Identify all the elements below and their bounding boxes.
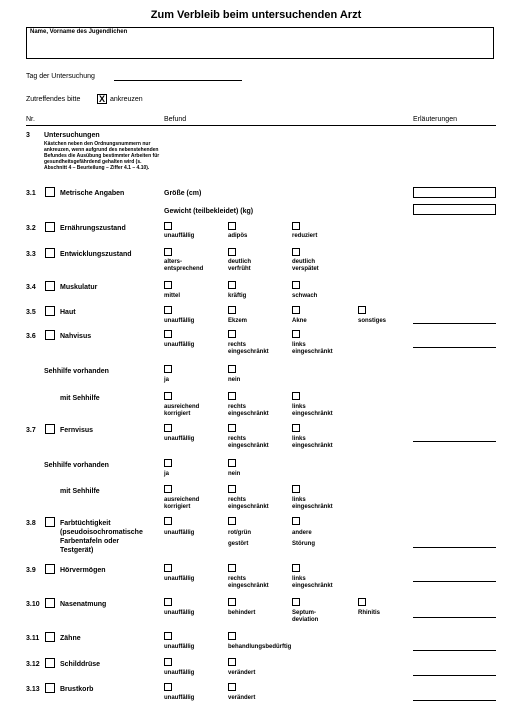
checkbox[interactable] [358,598,366,606]
checkbox-3-2[interactable] [45,222,55,232]
option-label: kräftig [228,293,247,299]
row-label: (pseudoisochromatische [60,529,143,536]
row-label: mit Sehhilfe [60,488,100,495]
hint-text: Zutreffendes bitte [26,96,81,103]
option-label: ausreichend [164,497,200,503]
option-label: mittel [164,293,181,299]
checkbox[interactable] [292,424,300,432]
name-label: Name, Vorname des Jugendlichen [30,29,128,35]
checkbox[interactable] [292,517,300,525]
row-label: Testgerät) [60,547,94,554]
checkbox-3-5[interactable] [45,306,55,316]
groesse-input[interactable] [413,187,496,198]
page-title: Zum Verbleib beim untersuchenden Arzt [150,9,362,21]
checkbox[interactable] [164,683,172,691]
checkbox[interactable] [228,365,236,373]
row-number: 3.2 [26,225,36,232]
row-number: 3.6 [26,333,36,340]
row-label: Nasenatmung [60,601,107,608]
row-number: 3.3 [26,251,36,258]
option-label: eingeschränkt [228,349,269,355]
note-line[interactable] [413,441,496,442]
checkbox[interactable] [164,459,172,467]
option-label: links [292,436,306,442]
col-befund: Befund [164,116,187,123]
row-label: Ernährungszustand [60,225,126,232]
checkbox[interactable] [164,658,172,666]
checkbox[interactable] [228,658,236,666]
option-label: Septum- [292,610,316,616]
checkbox-3-9[interactable] [45,564,55,574]
option-label: eingeschränkt [292,504,333,510]
row-label: Muskulatur [60,284,98,291]
note-line[interactable] [413,617,496,618]
option-label: behandlungsbedürftig [228,644,292,650]
option-label: links [292,576,306,582]
checkbox[interactable] [164,222,172,230]
checkbox[interactable] [228,306,236,314]
option-label: Ekzem [228,318,248,324]
checkbox[interactable] [164,564,172,572]
checkbox-3-8[interactable] [45,517,55,527]
note-line[interactable] [413,700,496,701]
option-label: Akne [292,318,307,324]
checkbox[interactable] [292,392,300,400]
option-label: sonstiges [358,318,387,324]
checkbox[interactable] [164,598,172,606]
option-label: unauffällig [164,576,195,582]
option-label: andere [292,530,312,536]
option-label: korrigiert [164,411,191,417]
checkbox[interactable] [292,564,300,572]
row-number: 3.5 [26,309,36,316]
checkbox-3-6[interactable] [45,330,55,340]
checkbox[interactable] [228,281,236,289]
option-label: Störung [292,541,315,547]
option-label: unauffällig [164,695,195,701]
note-line[interactable] [413,675,496,676]
option-label: rot/grün [228,530,251,536]
option-label: deviation [292,617,319,623]
row-label: Farbentafeln oder [60,538,120,545]
note-line[interactable] [413,581,496,582]
option-label: reduziert [292,233,318,239]
checkbox[interactable] [228,564,236,572]
checkbox[interactable] [292,222,300,230]
checkbox[interactable] [164,485,172,493]
checkbox-3-1[interactable] [45,187,55,197]
option-label: unauffällig [164,610,195,616]
row-label: Schilddrüse [60,661,101,668]
row-number: 3.4 [26,284,36,291]
option-label: Rhinitis [358,610,380,616]
checkbox-3-12[interactable] [45,658,55,668]
checkbox-3-13[interactable] [45,683,55,693]
checkbox[interactable] [164,330,172,338]
checkbox[interactable] [164,632,172,640]
section-description: Kästchen neben den Ordnungsnummern nur ankreuzen, wenn aufgrund des nebenstehenden Befundes die Ausübung bestimmter Arbeiten für gesundheitsgefährdend gehalten wird (s. Abschnitt 4 – Beurteilung – Ziffer 4.1 – 4.10). [44,141,160,171]
checkbox[interactable] [228,424,236,432]
date-field[interactable] [114,80,242,81]
row-number: 3.11 [26,635,40,642]
section-title: Untersuchungen [44,132,100,139]
example-checkbox: X [98,94,105,104]
checkbox[interactable] [358,306,366,314]
checkbox[interactable] [292,306,300,314]
checkbox[interactable] [228,632,236,640]
checkbox[interactable] [164,306,172,314]
option-label: unauffällig [164,670,195,676]
option-label: verändert [228,695,256,701]
checkbox[interactable] [228,485,236,493]
option-label: eingeschränkt [228,504,269,510]
checkbox[interactable] [164,248,172,256]
option-label: rechts [228,342,247,348]
option-label: links [292,404,306,410]
option-label: rechts [228,576,247,582]
row-number: 3.13 [26,686,40,693]
note-line[interactable] [413,650,496,651]
row-label: Farbtüchtigkeit [60,520,111,527]
checkbox[interactable] [228,222,236,230]
hint-text-2: ankreuzen [110,96,143,103]
header-divider [26,125,496,126]
option-label: nein [228,377,241,383]
option-label: verspätet [292,266,319,272]
checkbox[interactable] [164,365,172,373]
row-number: 3.7 [26,427,36,434]
row-label: Sehhilfe vorhanden [44,368,109,375]
row-number: 3.8 [26,520,36,527]
row-label: Haut [60,309,76,316]
option-label: deutlich [292,259,316,265]
option-label: eingeschränkt [228,583,269,589]
option-label: eingeschränkt [292,583,333,589]
option-label: gestört [228,541,249,547]
row-label: Fernvisus [60,427,94,434]
checkbox-3-4[interactable] [45,281,55,291]
checkbox[interactable] [292,330,300,338]
row-label: Entwicklungszustand [60,251,132,258]
note-line[interactable] [413,547,496,548]
row-label: Sehhilfe vorhanden [44,462,109,469]
option-label: ja [164,377,170,383]
option-label: links [292,342,306,348]
note-line[interactable] [413,323,496,324]
row-number: 3.12 [26,661,40,668]
checkbox-3-7[interactable] [45,424,55,434]
checkbox[interactable] [228,459,236,467]
option-label: eingeschränkt [292,411,333,417]
checkbox[interactable] [164,517,172,525]
col-nr: Nr. [26,116,35,123]
option-label: verändert [228,670,256,676]
checkbox[interactable] [164,424,172,432]
date-label: Tag der Untersuchung [26,73,95,80]
section-number: 3 [26,132,30,139]
checkbox[interactable] [228,330,236,338]
option-label: Gewicht (teilbekleidet) (kg) [164,208,254,215]
option-label: behindert [228,610,256,616]
option-label: unauffällig [164,644,195,650]
checkbox-3-10[interactable] [45,598,55,608]
checkbox[interactable] [292,248,300,256]
checkbox[interactable] [164,392,172,400]
checkbox[interactable] [292,281,300,289]
row-label: mit Sehhilfe [60,395,100,402]
row-number: 3.1 [26,190,36,197]
option-label: adipös [228,233,248,239]
option-label: rechts [228,497,247,503]
checkbox[interactable] [292,598,300,606]
row-label: Metrische Angaben [60,190,125,197]
option-label: Größe (cm) [164,190,202,197]
checkbox[interactable] [228,517,236,525]
checkbox-3-11[interactable] [45,632,55,642]
option-label: unauffällig [164,233,195,239]
option-label: unauffällig [164,530,195,536]
option-label: unauffällig [164,436,195,442]
checkbox[interactable] [164,281,172,289]
option-label: entsprechend [164,266,204,272]
option-label: ja [164,471,170,477]
row-number: 3.10 [26,601,40,608]
option-label: deutlich [228,259,252,265]
option-label: eingeschränkt [228,443,269,449]
row-number: 3.9 [26,567,36,574]
option-label: eingeschränkt [292,443,333,449]
note-line[interactable] [413,347,496,348]
option-label: korrigiert [164,504,191,510]
option-label: nein [228,471,241,477]
checkbox[interactable] [228,598,236,606]
option-label: unauffällig [164,318,195,324]
row-label: Hörvermögen [60,567,106,574]
row-label: Zähne [60,635,81,642]
col-erlaeuterungen: Erläuterungen [413,116,457,123]
option-label: verfrüht [228,266,251,272]
option-label: eingeschränkt [228,411,269,417]
gewicht-input[interactable] [413,204,496,215]
row-label: Nahvisus [60,333,92,340]
option-label: alters- [164,259,183,265]
checkbox[interactable] [292,485,300,493]
checkbox[interactable] [228,392,236,400]
option-label: ausreichend [164,404,200,410]
option-label: links [292,497,306,503]
checkbox[interactable] [228,248,236,256]
option-label: schwach [292,293,318,299]
row-label: Brustkorb [60,686,94,693]
checkbox-3-3[interactable] [45,248,55,258]
option-label: rechts [228,436,247,442]
checkbox[interactable] [228,683,236,691]
option-label: unauffällig [164,342,195,348]
option-label: eingeschränkt [292,349,333,355]
option-label: rechts [228,404,247,410]
